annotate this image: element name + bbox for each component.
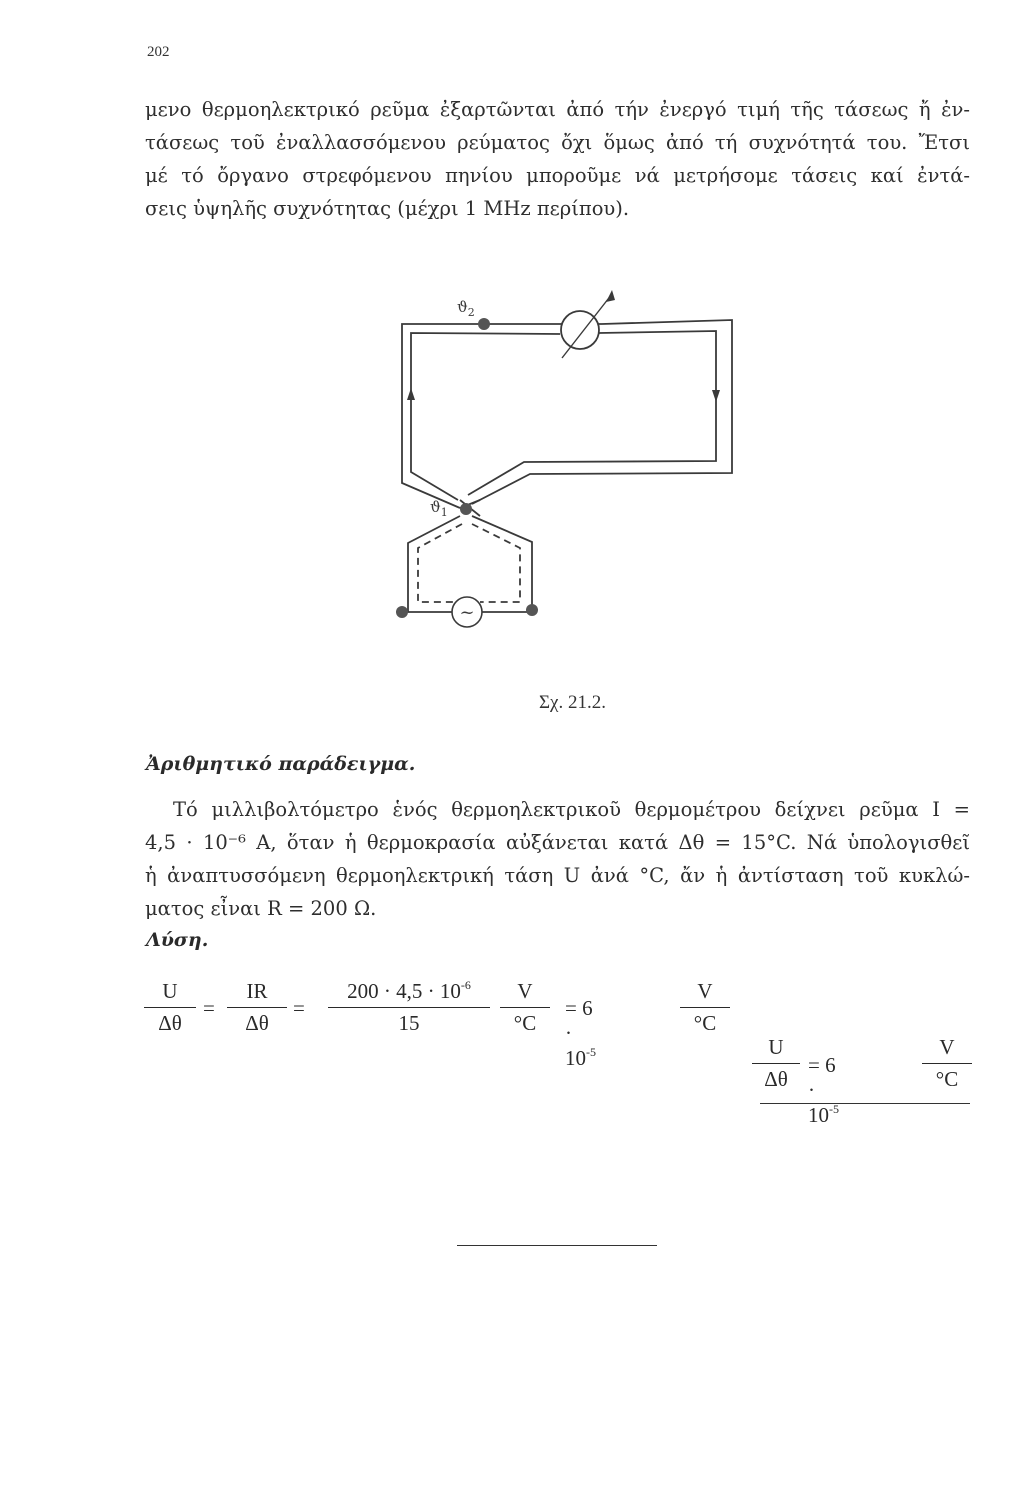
hot-junction-label: $ϑ_1$ xyxy=(430,498,448,519)
current-arrow-icon xyxy=(407,388,415,400)
problem-paragraph xyxy=(145,793,970,925)
equals-result: = $6 \cdot 10^{-5}$ xyxy=(565,996,596,1070)
problem-line: 4,5 · 10⁻⁶ A, ὅταν ἡ θερμοκρασία αὐξάνεται κατά Δθ = 15°C. Νά ὑπολογισθεῖ xyxy=(145,831,970,854)
result-underline xyxy=(760,1103,970,1104)
cold-junction-label: $ϑ_2$ xyxy=(457,298,475,319)
section-end-rule xyxy=(457,1245,657,1246)
fraction-u-dtheta: U Δθ xyxy=(752,1034,800,1092)
heater-wire xyxy=(408,516,460,612)
heater-wire xyxy=(472,516,532,612)
example-heading: Ἀριθμητικό παράδειγμα. xyxy=(146,753,416,775)
intro-line: μέ τό ὄργανο στρεφόμενου πηνίου μποροῦμε νά μετρήσομε τάσεις καί ἐντά- xyxy=(145,164,970,187)
circuit-wire-outer xyxy=(472,320,732,504)
thermocouple-circuit-diagram xyxy=(380,290,760,650)
equals-sign: = xyxy=(293,996,305,1020)
circuit-wire-inner xyxy=(411,418,458,500)
intro-line: τάσεως τοῦ ἐναλλασσόμενου ρεύματος ὄχι ὅμως ἀπό τή συχνότητά του. Ἔτσι xyxy=(145,131,970,154)
fraction-unit: V °C xyxy=(500,978,550,1036)
problem-line: ματος εἶναι R = 200 Ω. xyxy=(145,897,377,920)
problem-line: Τό μιλλιβολτόμετρο ἑνός θερμοηλεκτρικοῦ θερμομέτρου δείχνει ρεῦμα I = xyxy=(173,798,970,821)
ac-source-symbol: ~ xyxy=(459,602,475,623)
heater-wire-dashed xyxy=(472,524,520,602)
circuit-wire-outer xyxy=(402,324,484,420)
terminal-point xyxy=(526,604,538,616)
current-arrow-icon xyxy=(712,390,720,402)
fraction-unit: V °C xyxy=(922,1034,972,1092)
fraction-unit: V °C xyxy=(680,978,730,1036)
ac-source-icon xyxy=(452,597,482,627)
equals-result: = $6 \cdot 10^{-5}$ xyxy=(808,1053,839,1127)
fraction-u-dtheta: U Δθ xyxy=(144,978,196,1036)
figure-caption: Σχ. 21.2. xyxy=(539,692,606,713)
fraction-numeric: $200 \cdot 4,5 \cdot 10^{-6}$ 15 xyxy=(328,978,490,1036)
heater-wire-dashed xyxy=(418,524,462,602)
circuit-wire-inner xyxy=(411,333,560,418)
equals-sign: = xyxy=(203,996,215,1020)
intro-line: σεις ὑψηλῆς συχνότητας (μέχρι 1 MHz περίπου). xyxy=(145,197,630,220)
terminal-point xyxy=(396,606,408,618)
problem-line: ἡ ἀναπτυσσόμενη θερμοηλεκτρική τάση U ἀνά °C, ἄν ἡ ἀντίσταση τοῦ κυκλώ- xyxy=(145,864,970,887)
cold-junction-point xyxy=(478,318,490,330)
fraction-ir-dtheta: IR Δθ xyxy=(227,978,287,1036)
page-number: 202 xyxy=(147,44,170,60)
intro-line: μενο θερμοηλεκτρικό ρεῦμα ἐξαρτῶνται ἀπό τήν ἐνεργό τιμή τῆς τάσεως ἤ ἐν- xyxy=(145,98,970,121)
circuit-wire-inner xyxy=(468,331,716,495)
intro-paragraph xyxy=(145,93,970,225)
hot-junction-point xyxy=(460,503,472,515)
solution-heading: Λύση. xyxy=(146,929,209,951)
